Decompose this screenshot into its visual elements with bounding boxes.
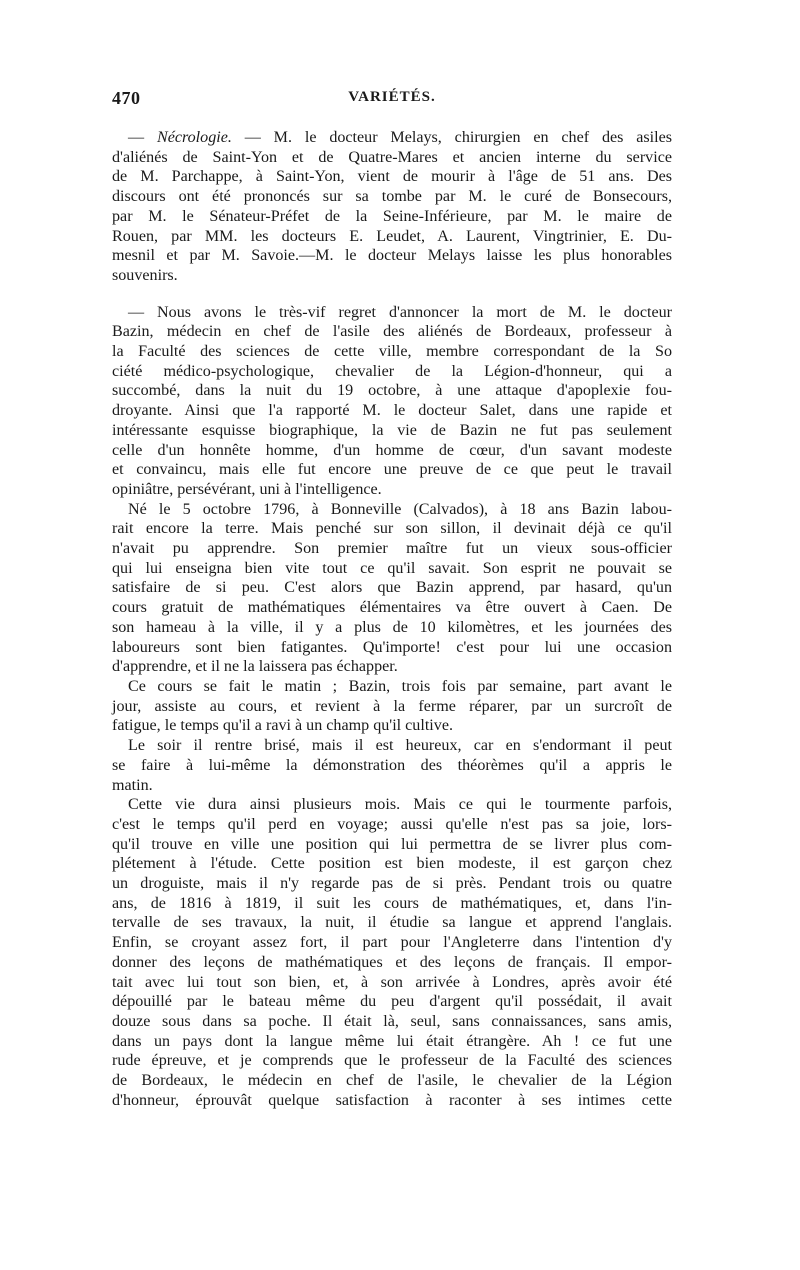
text-line: opiniâtre, persévérant, uni à l'intelligence. <box>112 480 382 498</box>
text-line: qu'il trouve en ville une position qui lui permettra de se livrer plus com- <box>112 835 672 853</box>
text-line: cours gratuit de mathématiques élémentaires va être ouvert à Caen. De <box>112 599 672 617</box>
text-line: de Bordeaux, le médecin en chef de l'asile, le chevalier de la Légion <box>112 1072 672 1090</box>
text-line: son hameau à la ville, il y a plus de 10 kilomètres, et les journées des <box>112 618 672 636</box>
text-line: satisfaire de si peu. C'est alors que Bazin apprend, par hasard, qu'un <box>112 579 672 597</box>
text-line: se faire à lui-même la démonstration des théorèmes qu'il a appris le <box>112 756 672 774</box>
text-line: d'honneur, éprouvât quelque satisfaction à raconter à ses intimes cette <box>112 1091 672 1109</box>
section-title: Nécrologie. <box>156 129 232 146</box>
text-line: la Faculté des sciences de cette ville, membre correspondant de la So <box>112 343 672 361</box>
text-line: jour, assiste au cours, et revient à la ferme réparer, par un surcroît de <box>112 697 672 715</box>
text-line: plétement à l'étude. Cette position est bien modeste, il est garçon chez <box>112 855 672 873</box>
text-line: Le soir il rentre brisé, mais il est heureux, car en s'endormant il peut <box>128 737 672 755</box>
text-line: c'est le temps qu'il perd en voyage; aussi qu'elle n'est pas sa joie, lors- <box>112 815 672 833</box>
text-line: matin. <box>112 776 153 794</box>
paragraph <box>112 500 672 677</box>
text-line: ciété médico-psychologique, chevalier de la Légion-d'honneur, qui a <box>112 362 672 380</box>
text-line: d'apprendre, et il ne la laissera pas échapper. <box>112 658 398 676</box>
text-line: ans, de 1816 à 1819, il suit les cours de mathématiques, et, dans l'in- <box>112 894 672 912</box>
text-line: par M. le Sénateur-Préfet de la Seine-Inférieure, par M. le maire de <box>112 207 672 225</box>
paragraph <box>112 795 672 1110</box>
text-line: discours ont été prononcés sur sa tombe par M. le curé de Bonsecours, <box>112 188 672 206</box>
page-number: 470 <box>112 88 141 108</box>
text-line: Bazin, médecin en chef de l'asile des aliénés de Bordeaux, professeur à <box>112 323 672 341</box>
paragraph <box>112 303 672 500</box>
text-line: — Nous avons le très-vif regret d'annoncer la mort de M. le docteur <box>128 303 672 321</box>
text-line: tervalle de ses travaux, la nuit, il étudie sa langue et apprend l'anglais. <box>112 914 672 932</box>
text-line: qui lui enseigna bien vite tout ce qu'il savait. Son esprit ne pouvait se <box>112 559 672 577</box>
body-text <box>112 128 672 1110</box>
text-line: Ce cours se fait le matin ; Bazin, trois fois par semaine, part avant le <box>128 677 672 695</box>
text-line: un droguiste, mais il n'y regarde pas de si près. Pendant trois ou quatre <box>112 875 672 893</box>
page-header <box>112 88 672 110</box>
text-line: douze sous dans sa poche. Il était là, seul, sans connaissances, sans amis, <box>112 1012 672 1030</box>
text-line: et convaincu, mais elle fut encore une preuve de ce que peut le travail <box>112 461 672 479</box>
text-line: Enfin, se croyant assez fort, il part pour l'Angleterre dans l'intention d'y <box>112 934 672 952</box>
text-line: intéressante esquisse biographique, la vie de Bazin ne fut pas seulement <box>112 421 672 439</box>
text-line: de M. Parchappe, à Saint-Yon, vient de mourir à l'âge de 51 ans. Des <box>112 168 672 186</box>
text-line: — Nécrologie. — M. le docteur Melays, chirurgien en chef des asiles <box>128 129 672 146</box>
text-line: succombé, dans la nuit du 19 octobre, à une attaque d'apoplexie fou- <box>112 382 672 400</box>
text-line: souvenirs. <box>112 266 178 284</box>
text-line: droyante. Ainsi que l'a rapporté M. le docteur Salet, dans une rapide et <box>112 402 672 420</box>
text-line: Rouen, par MM. les docteurs E. Leudet, A. Laurent, Vingtrinier, E. Du- <box>112 227 672 245</box>
text-line: tait avec lui tout son bien, et, à son arrivée à Londres, après avoir été <box>112 973 672 991</box>
paragraph <box>112 677 672 736</box>
text-line: Né le 5 octobre 1796, à Bonneville (Calvados), à 18 ans Bazin labou- <box>128 500 672 518</box>
paragraph <box>112 128 672 286</box>
paragraph <box>112 736 672 795</box>
text-line: mesnil et par M. Savoie.—M. le docteur Melays laisse les plus honorables <box>112 247 672 265</box>
text-line: Cette vie dura ainsi plusieurs mois. Mais ce qui le tourmente parfois, <box>128 796 672 814</box>
text-line: dans un pays dont la langue même lui était étrangère. Ah ! ce fut une <box>112 1032 672 1050</box>
text-line: rude épreuve, et je comprends que le professeur de la Faculté des sciences <box>112 1052 672 1070</box>
text-line: fatigue, le temps qu'il a ravi à un champ qu'il cultive. <box>112 717 453 735</box>
text-line: donner des leçons de mathématiques et des leçons de français. Il empor- <box>112 953 672 971</box>
text-line: d'aliénés de Saint-Yon et de Quatre-Mares et ancien interne du service <box>112 148 672 166</box>
text-line: n'avait pu apprendre. Son premier maître fut un vieux sous-officier <box>112 540 672 558</box>
text-line: celle d'un honnête homme, d'un homme de cœur, d'un savant modeste <box>112 441 672 459</box>
text-line: dépouillé par le bateau même du peu d'argent qu'il possédait, il avait <box>112 993 672 1011</box>
running-head: VARIÉTÉS. <box>348 89 436 105</box>
text-line: rait encore la terre. Mais penché sur son sillon, il devinait déjà ce qu'il <box>112 520 672 538</box>
text-line: laboureurs sont bien fatigantes. Qu'importe! c'est pour lui une occasion <box>112 638 672 656</box>
